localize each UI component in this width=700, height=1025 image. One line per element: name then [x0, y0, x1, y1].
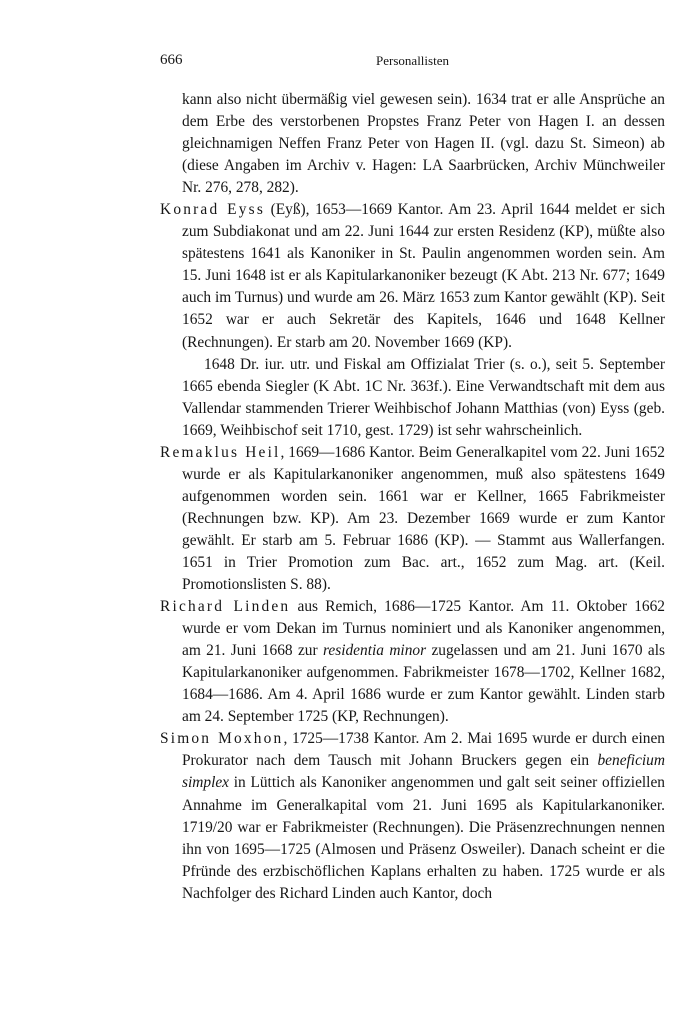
entry-italic-term: residentia minor: [322, 642, 427, 660]
entry-text: , 1669—1686 Kantor. Beim Generalkapitel vom 22. Juni 1652 wurde er als Kapitularkanoniker angenommen, muß also spätestens 1649 aufgenommen worden sein. 1661 war er Kellner, 1665 Fabrikmeister (Rechnungen bzw. KP). Am 23. Dezember 1669 wurde er zum Kantor gewählt. Er starb am 5. Februar 1686 (KP). — Stammt aus Wallerfangen. 1651 in Trier Promotion zum Bac. art., 1652 zum Mag. art. (Keil. Promotionslisten S. 88).: [182, 443, 665, 594]
entry-name: Simon Moxhon: [160, 730, 284, 748]
entry-name: Konrad Eyss: [160, 201, 266, 219]
entry-richard-linden: [160, 596, 665, 728]
entry-konrad-eyss: [160, 199, 665, 353]
entry-text: aus Remich, 1686—1725 Kantor. Am 11. Oktober 1662 wurde er vom Dekan im Turnus nominiert und als Kanoniker angenommen, am 21. Juni 1668 zur: [182, 598, 665, 660]
entry-remaklus-heil: [160, 442, 665, 596]
entry-simon-moxhon: [160, 728, 665, 904]
entry-text: zugelassen und am 21. Juni 1670 als Kapitularkanoniker aufgenommen. Fabrikmeister 1678—1702, Kellner 1682, 1684—1686. Am 4. April 1686 wurde er zum Kantor gewählt. Linden starb am 24. September 1725 (KP, Rechnungen).: [182, 642, 665, 726]
entry-text: in Lüttich als Kanoniker angenommen und galt seit seiner offiziellen Annahme im Generalkapital vom 21. Juni 1695 als Kapitularkanoniker. 1719/20 war er Fabrikmeister (Rechnungen). Die Präsenzrechnungen nennen ihn von 1695—1725 (Almosen und Präsenz Osweiler). Danach scheint er die Pfründe des erzbischöflichen Kaplans erhalten zu haben. 1725 wurde er als Nachfolger des Richard Linden auch Kantor, doch: [182, 774, 665, 902]
entry-text: (Eyß), 1653—1669 Kantor. Am 23. April 1644 meldet er sich zum Subdiakonat und am 22. Juni 1644 zur ersten Residenz (KP), müßte also spätestens 1641 als Kanoniker in St. Paulin angenommen worden sein. Am 15. Juni 1648 ist er als Kapitularkanoniker bezeugt (K Abt. 213 Nr. 677; 1649 auch im Turnus) und wurde am 26. März 1653 zum Kantor gewählt (KP). Seit 1652 war er auch Sekretär des Kapitels, 1646 und 1648 Kellner (Rechnungen). Er starb am 20. November 1669 (KP).: [182, 201, 666, 351]
entry-name: Remaklus Heil: [160, 443, 281, 461]
page-header: [160, 52, 665, 74]
entry-text: , 1725—1738 Kantor. Am 2. Mai 1695 wurde er durch einen Prokurator nach dem Tausch mit Johann Bruckers gegen ein: [182, 730, 666, 770]
page-number: 666: [160, 52, 183, 68]
entry-konrad-eyss-note: 1648 Dr. iur. utr. und Fiskal am Offizialat Trier (s. o.), seit 5. September 1665 ebenda Siegler (K Abt. 1C Nr. 363f.). Eine Verwandtschaft mit dem aus Vallendar stammenden Trierer Weihbischof Johann Matthias (von) Eyss (geb. 1669, Weihbischof seit 1710, gest. 1729) ist sehr wahrscheinlich.: [182, 355, 665, 439]
running-title: Personallisten: [376, 53, 449, 68]
paragraph-hagen-continuation: kann also nicht übermäßig viel gewesen sein). 1634 trat er alle Ansprüche an dem Erbe des verstorbenen Propstes Franz Peter von Hagen I. an dessen gleichnamigen Neffen Franz Peter von Hagen II. (vgl. dazu St. Simeon) ab (diese Angaben im Archiv v. Hagen: LA Saarbrücken, Archiv Münchweiler Nr. 276, 278, 282).: [182, 91, 665, 197]
page-body: [160, 89, 665, 905]
entry-italic-term: beneficium simplex: [182, 752, 665, 792]
entry-name: Richard Linden: [160, 598, 291, 616]
